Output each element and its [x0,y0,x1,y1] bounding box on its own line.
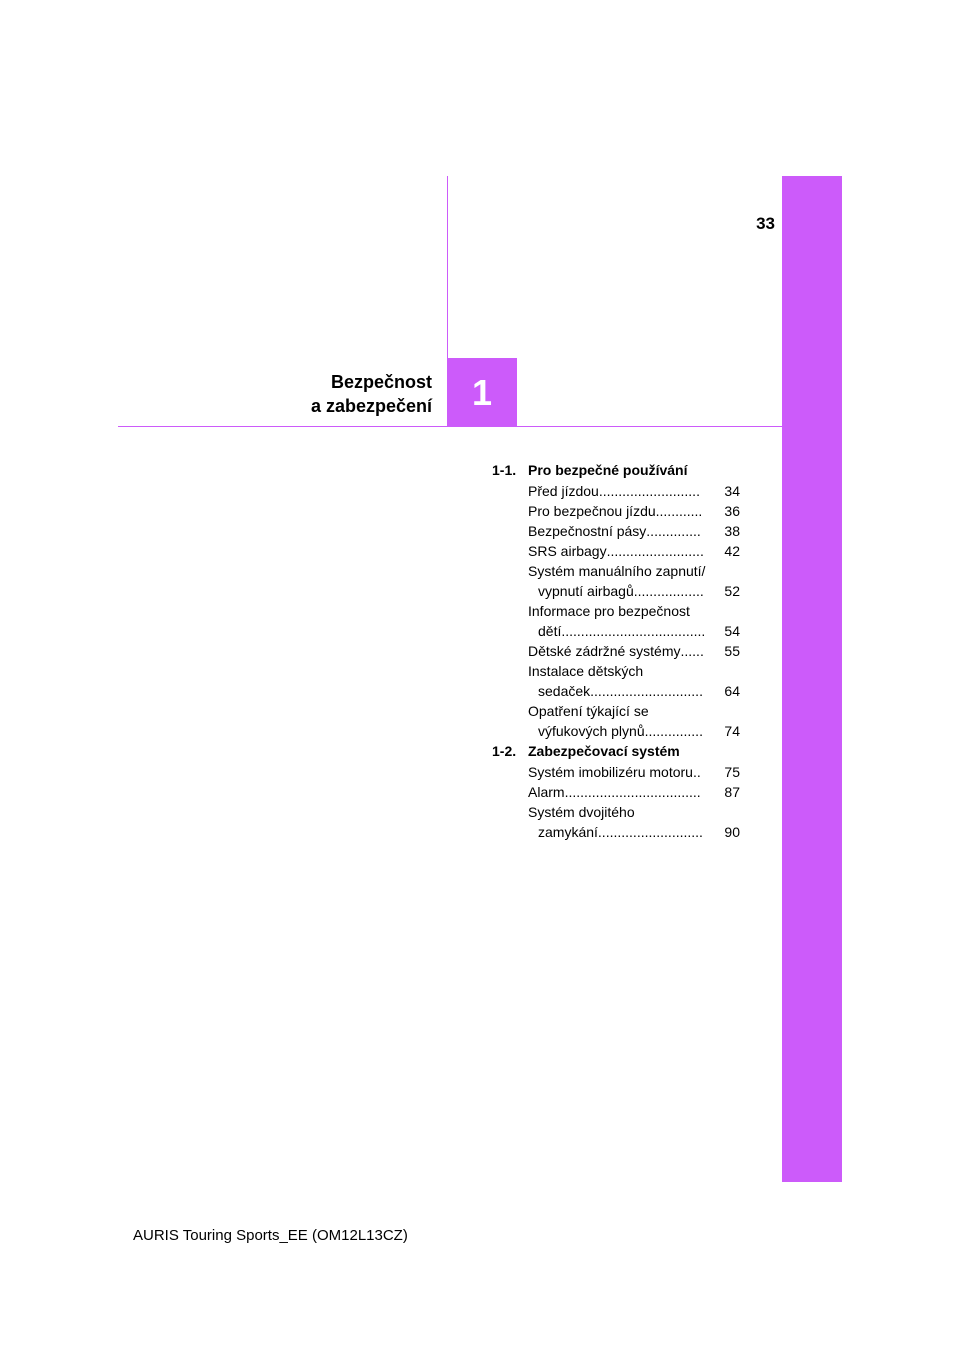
toc-entry-label: dětí [538,623,562,639]
toc-entry-label: zamykání [538,824,598,840]
toc-entry[interactable] [492,642,740,662]
footer-model: AURIS Touring Sports_EE (OM12L13CZ) [133,1227,408,1244]
toc-entry-line [528,783,740,803]
toc-entry-label: Informace pro bezpečnost [528,603,690,619]
vertical-rule [447,176,448,358]
toc-page-number: 90 [724,824,740,840]
toc-entry-label: SRS airbagy [528,543,607,559]
toc-section-title: Zabezpečovací systém [528,743,680,759]
toc-entry-label: Systém dvojitého [528,804,635,820]
toc-leader-dots: .. [692,764,701,780]
toc-section-heading[interactable] [492,461,740,482]
toc-entry-line [528,482,740,502]
toc-entry[interactable] [492,562,740,602]
toc-entry[interactable] [492,702,740,742]
toc-entry[interactable] [492,502,740,522]
toc-leader-dots: ............................. [590,683,703,699]
toc-entry-label: Opatření týkající se [528,703,649,719]
chapter-title-line-2: a zabezpečení [310,396,432,416]
toc-leader-dots: ................................... [564,784,701,800]
table-of-contents [492,461,740,843]
toc-entry[interactable] [492,783,740,803]
toc-section-title: Pro bezpečné používání [528,462,688,478]
toc-entry-line [528,722,740,742]
toc-entry-line [528,803,740,823]
toc-entry-line [528,622,740,642]
toc-page-number: 34 [724,483,740,499]
toc-entry[interactable] [492,763,740,783]
toc-entry-line [528,582,740,602]
toc-leader-dots: ...... [680,643,704,659]
toc-entry-label: Bezpečnostní pásy [528,523,647,539]
toc-leader-dots: .................. [633,583,704,599]
toc-entry-line [528,542,740,562]
toc-leader-dots: ............ [655,503,703,519]
toc-entry-label: Dětské zádržné systémy [528,643,681,659]
toc-section-number: 1-1. [492,462,517,478]
toc-entry-line [528,662,740,682]
toc-entry-line [528,682,740,702]
toc-entry-label: Instalace dětských [528,663,644,679]
toc-page-number: 64 [724,683,740,699]
toc-entry-line [528,702,740,722]
toc-leader-dots: .......................... [598,483,700,499]
toc-entry[interactable] [492,602,740,642]
chapter-number-box: 1 [447,358,517,427]
toc-entry[interactable] [492,662,740,702]
toc-entry[interactable] [492,522,740,542]
toc-leader-dots: .............. [646,523,701,539]
toc-section-number: 1-2. [492,743,517,759]
toc-entry-line [528,522,740,542]
toc-entry-line [528,502,740,522]
toc-entry-label: vypnutí airbagů [538,583,634,599]
toc-section-heading[interactable] [492,742,740,763]
toc-entry-label: Pro bezpečnou jízdu [528,503,656,519]
toc-entry-label: sedaček [538,683,591,699]
toc-leader-dots: ..................................... [561,623,706,639]
toc-entry-label: Před jízdou [528,483,599,499]
toc-entry-line [528,562,740,582]
toc-page-number: 74 [724,723,740,739]
toc-entry[interactable] [492,482,740,502]
toc-entry[interactable] [492,803,740,843]
toc-leader-dots: ........................... [597,824,703,840]
toc-entry[interactable] [492,542,740,562]
chapter-title [200,370,432,418]
toc-leader-dots: ......................... [606,543,704,559]
toc-page-number: 42 [724,543,740,559]
chapter-tab-bar [782,176,842,1182]
chapter-title-line-1: Bezpečnost [330,372,432,392]
toc-page-number: 52 [724,583,740,599]
toc-entry-label: Systém manuálního zapnutí/ [528,563,706,579]
toc-entry-line [528,823,740,843]
toc-entry-line [528,602,740,622]
toc-page-number: 54 [724,623,740,639]
toc-page-number: 55 [724,643,740,659]
page-number: 33 [756,214,775,233]
toc-entry-label: výfukových plynů [538,723,645,739]
toc-entry-line [528,642,740,662]
toc-page-number: 36 [724,503,740,519]
toc-page-number: 38 [724,523,740,539]
toc-entry-label: Systém imobilizéru motoru [528,764,693,780]
toc-page-number: 87 [724,784,740,800]
toc-leader-dots: ............... [644,723,703,739]
toc-entry-label: Alarm [528,784,565,800]
toc-page-number: 75 [724,764,740,780]
toc-entry-line [528,763,740,783]
